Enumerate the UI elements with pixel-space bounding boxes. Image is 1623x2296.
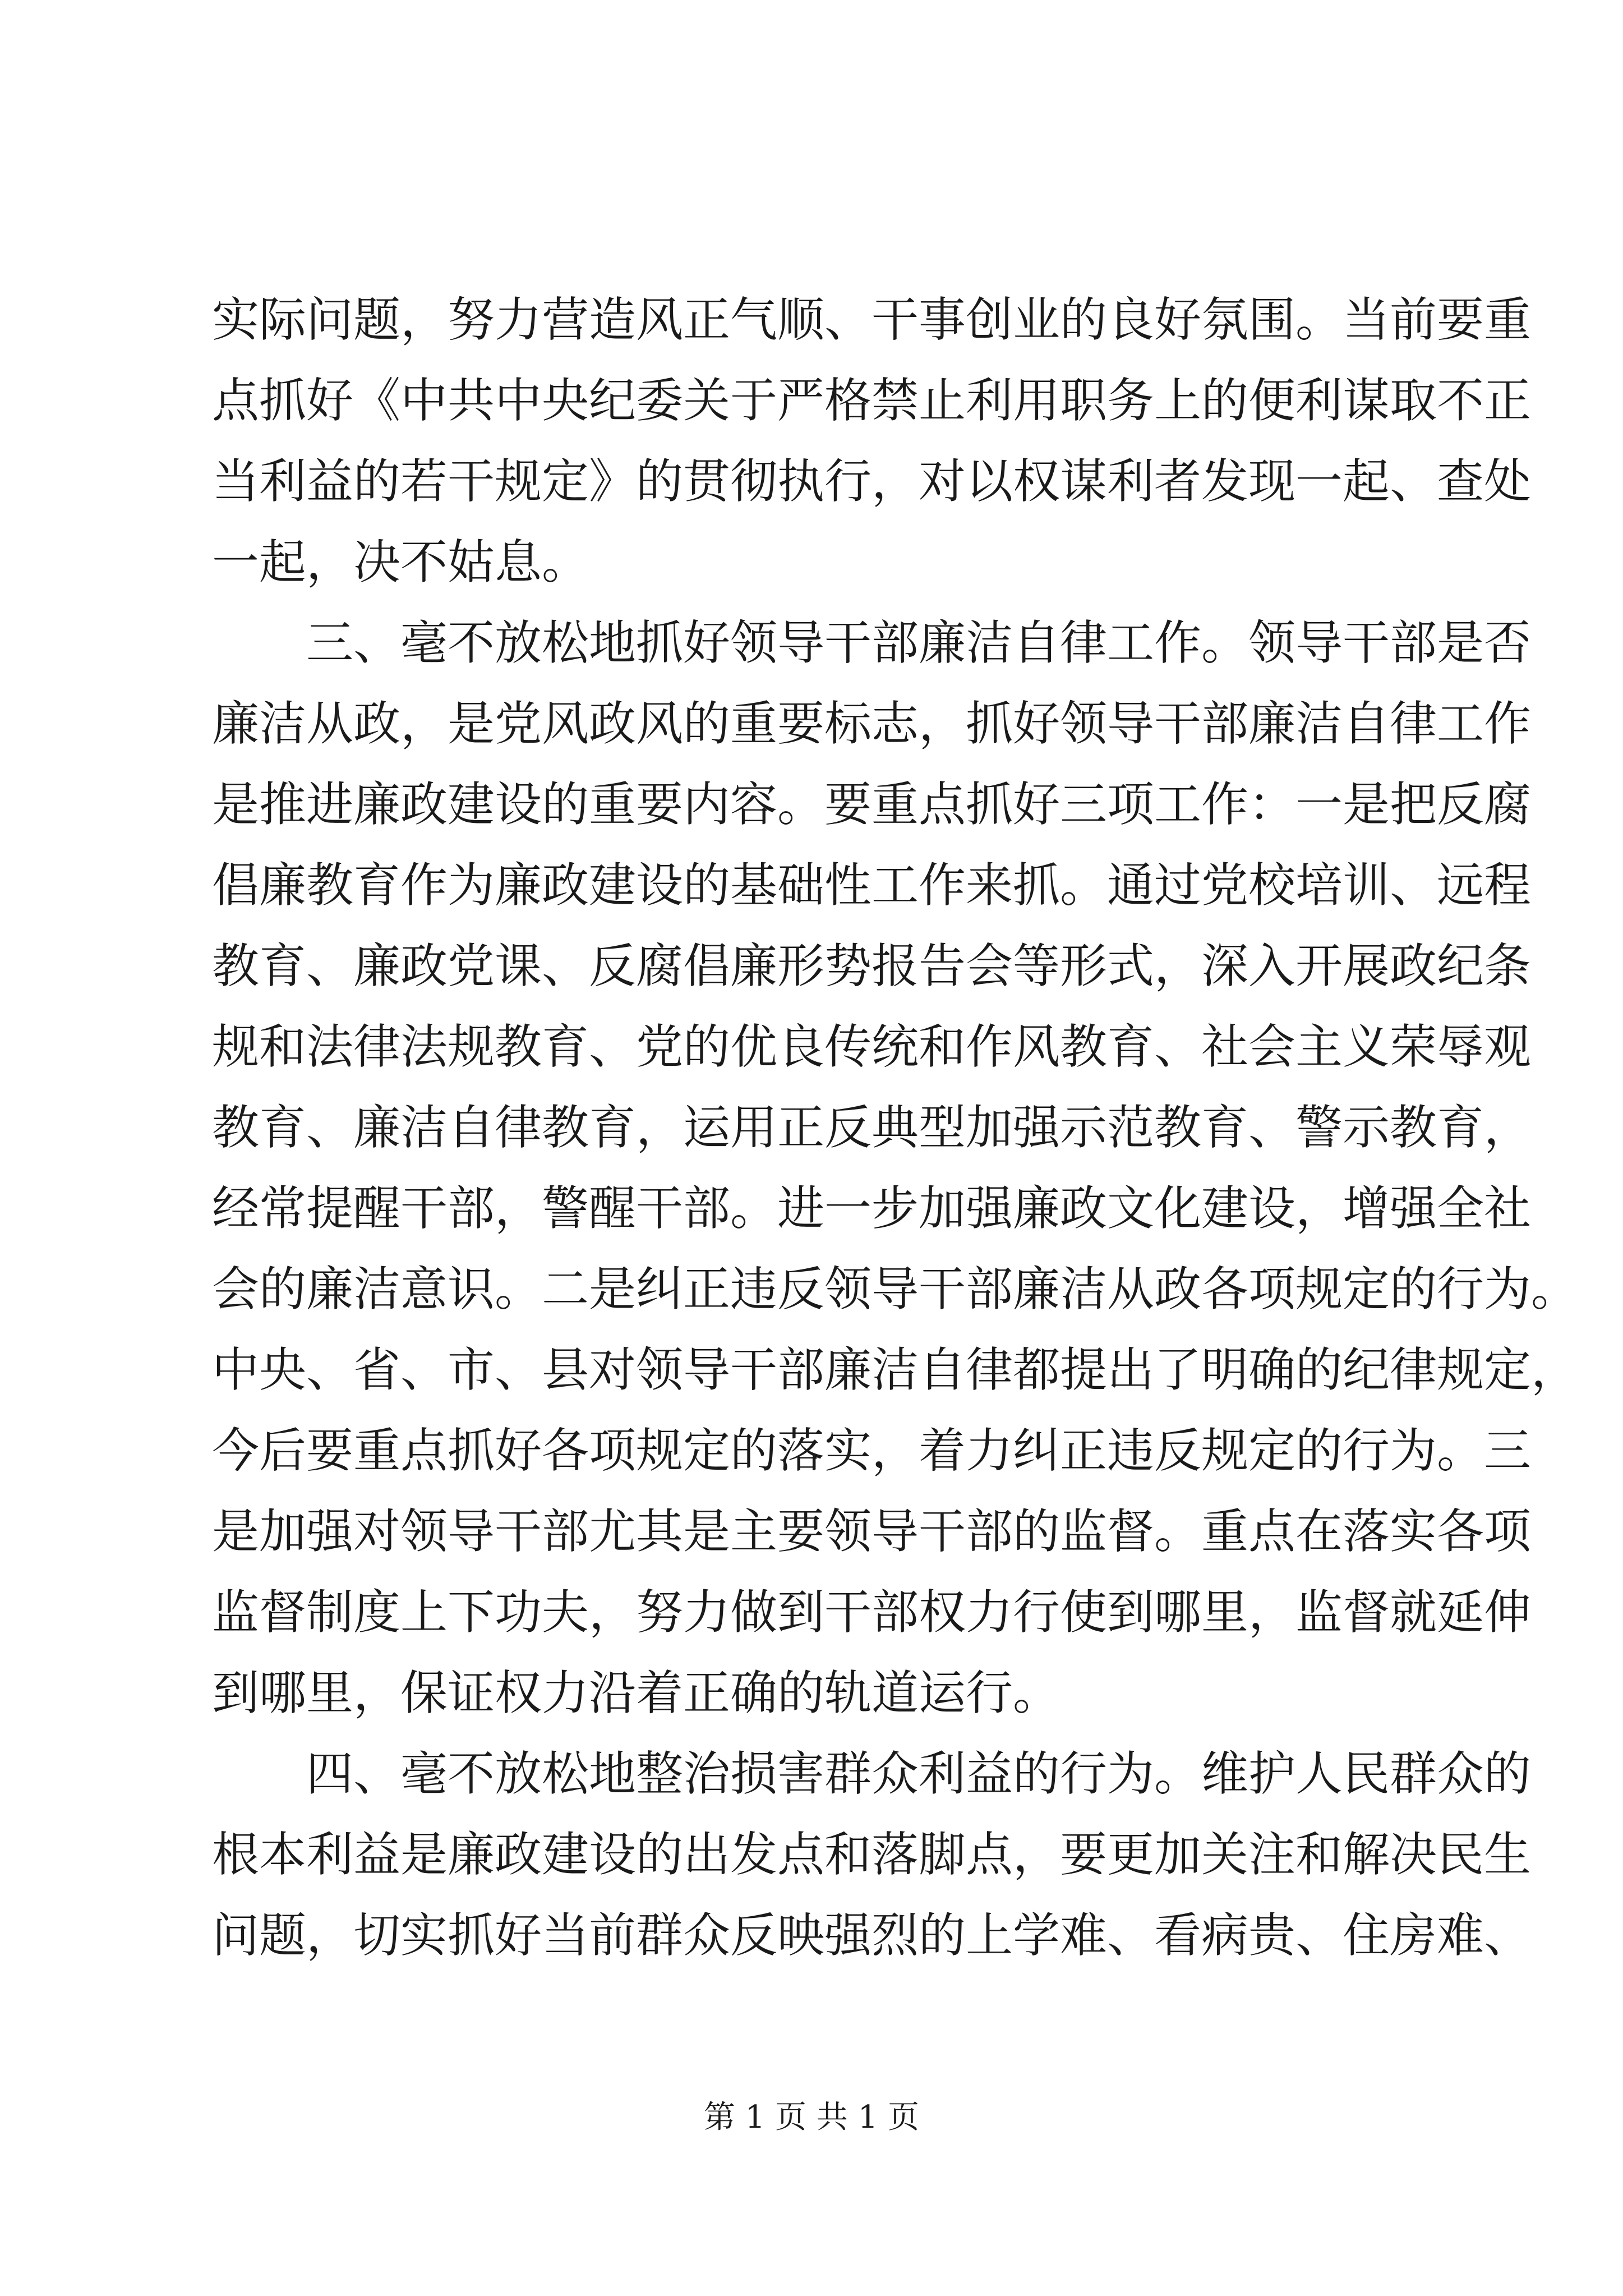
text-line: 实际问题，努力营造风正气顺、干事创业的良好氛围。当前要重: [212, 292, 1532, 347]
text-line: 当利益的若干规定》的贯彻执行，对以权谋利者发现一起、查处: [212, 454, 1532, 509]
text-line: 四、毫不放松地整治损害群众利益的行为。维护人民群众的: [306, 1746, 1532, 1801]
text-line: 是加强对领导干部尤其是主要领导干部的监督。重点在落实各项: [212, 1504, 1532, 1559]
text-line: 是推进廉政建设的重要内容。要重点抓好三项工作：一是把反腐: [212, 777, 1532, 832]
text-line: 规和法律法规教育、党的优良传统和作风教育、社会主义荣辱观: [212, 1019, 1532, 1074]
text-line: 三、毫不放松地抓好领导干部廉洁自律工作。领导干部是否: [306, 615, 1532, 670]
page-number-label: 第 1 页 共 1 页: [703, 2099, 920, 2136]
text-line: 根本利益是廉政建设的出发点和落脚点，要更加关注和解决民生: [212, 1827, 1532, 1882]
text-line: 倡廉教育作为廉政建设的基础性工作来抓。通过党校培训、远程: [212, 858, 1532, 913]
text-line: 问题，切实抓好当前群众反映强烈的上学难、看病贵、住房难、: [212, 1908, 1532, 1963]
text-line: 监督制度上下功夫，努力做到干部权力行使到哪里，监督就延伸: [212, 1585, 1532, 1640]
text-line: 教育、廉洁自律教育，运用正反典型加强示范教育、警示教育，: [212, 1100, 1532, 1155]
text-line: 经常提醒干部，警醒干部。进一步加强廉政文化建设，增强全社: [212, 1181, 1532, 1236]
text-line: 到哪里，保证权力沿着正确的轨道运行。: [212, 1665, 1061, 1720]
text-line: 中央、省、市、县对领导干部廉洁自律都提出了明确的纪律规定，: [212, 1342, 1579, 1397]
page-footer: [0, 2095, 1623, 2140]
document-body: [212, 279, 1579, 1976]
text-line: 点抓好《中共中央纪委关于严格禁止利用职务上的便利谋取不正: [212, 373, 1532, 428]
text-line: 一起，决不姑息。: [212, 535, 589, 590]
text-line: 今后要重点抓好各项规定的落实，着力纠正违反规定的行为。三: [212, 1423, 1532, 1478]
text-line: 会的廉洁意识。二是纠正违反领导干部廉洁从政各项规定的行为。: [212, 1262, 1579, 1317]
text-line: 廉洁从政，是党风政风的重要标志，抓好领导干部廉洁自律工作: [212, 696, 1532, 751]
text-line: 教育、廉政党课、反腐倡廉形势报告会等形式，深入开展政纪条: [212, 938, 1532, 993]
